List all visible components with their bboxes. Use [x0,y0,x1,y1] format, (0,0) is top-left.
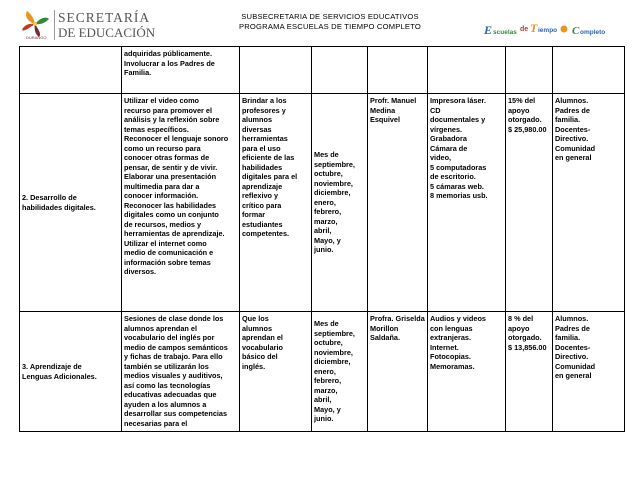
row1-purpose-cell [240,94,312,312]
cell-text-line: Familia. [124,68,152,77]
cell-text-line: Esquivel [370,115,401,124]
row0-purpose-cell [240,47,312,94]
svg-text:de: de [520,26,529,33]
cell-text-line: alumnos [242,115,273,124]
cell-text-line: y fichas de trabajo. Para ello [124,352,223,361]
cell-text-line: conocer otras formas de [124,153,210,162]
document-heading [215,12,445,32]
cell-text-line: Audios y videos [430,314,486,323]
cell-text-line: medios visuales y auditivos, [124,371,223,380]
row0-budget-cell [506,47,553,94]
cell-text-line: formar [242,210,266,219]
table-row [20,94,625,312]
cell-text-line: de recursos, medios y [124,219,202,229]
svg-text:T: T [530,21,538,35]
row2-resources-cell [428,312,506,432]
cell-text-line: en general [555,371,592,380]
cell-text-line: Directivo. [555,134,589,143]
cell-text-line: septiembre, [314,328,355,338]
cell-text-line: noviembre, [314,178,353,188]
row2-objective-cell [20,312,122,432]
logo-divider [54,10,55,40]
logo-durango-text: DURANGO [26,35,47,40]
cell-text-line: marzo, [314,385,338,395]
cell-text-line: extranjeras. [430,333,471,342]
svg-text:iempo: iempo [538,27,558,34]
cell-text-line: eficiente de las [242,153,295,162]
cell-text-line: noviembre, [314,347,353,357]
row2-activities-cell [122,312,240,432]
cell-text-line: 2. Desarrollo de [22,193,77,202]
cell-text-line: digitales para el [242,172,298,181]
cell-text-line: diversas [242,124,272,134]
row0-responsible-cell [368,47,428,94]
cell-text-line: Morillon [370,323,399,333]
cell-text-line: junio. [314,245,334,255]
cell-text-line: Que los [242,314,269,323]
cell-text-line: Docentes- [555,124,591,134]
cell-text-line: habilidades [242,162,283,172]
cell-text-line: Comunidad [555,361,596,371]
cell-text-line: profesores y [242,105,286,115]
cell-text-line: marzo, [314,216,338,226]
cell-text-line: Padres de [555,105,590,115]
cell-text-line: Alumnos. [555,314,589,323]
cell-text-line: otorgado. [508,333,542,342]
row1-objective-cell [20,94,122,312]
cell-text-line: herramientas de aprendizaje. [124,229,225,238]
cell-text-line: Padres de [555,323,590,333]
cell-text-line: CD [430,105,441,115]
cell-text-line: como un recurso para [124,143,201,153]
cell-text-line: enero, [314,366,336,376]
cell-text-line: Directivo. [555,352,589,361]
cell-text-line: abril, [314,226,332,236]
cell-text-line: medio de comunicación e [124,248,214,257]
cell-text-line: documentales y [430,115,486,124]
row1-activities-cell [122,94,240,312]
cell-text-line: diciembre, [314,188,351,198]
cell-text-line: pensar, de sentir y de vivir. [124,162,218,172]
svg-text:C: C [572,25,580,37]
cell-text-line: febrero, [314,207,342,217]
cell-text-line: 8 % del [508,314,534,323]
cell-text-line: Mayo, y [314,235,341,245]
cell-text-line: inglés. [242,361,266,371]
cell-text-line: estudiantes [242,219,283,229]
cell-text-line: octubre, [314,338,343,348]
program-table [19,46,625,432]
cell-text-line: Memoramas. [430,361,475,371]
cell-text-line: Brindar a los [242,96,287,105]
cell-text-line: Mes de [314,150,339,160]
cell-text-line: Grabadora [430,134,467,143]
row1-resources-cell [428,94,506,312]
row0-activities-cell [122,47,240,94]
cell-text-line: Involucrar a los Padres de [124,58,215,68]
cell-text-line: 8 memorias usb. [430,191,488,200]
cell-text-line: Fotocopias. [430,352,471,361]
cell-text-line: apoyo [508,105,530,115]
cell-text-line: octubre, [314,169,343,179]
cell-text-line: Docentes- [555,342,591,352]
cell-text-line: aprendan el [242,333,283,342]
row0-period-cell [312,47,368,94]
cell-text-line: medio de campos semánticos [124,342,228,352]
cell-text-line: Cámara de [430,143,468,153]
cell-text-line: aprendizaje [242,181,283,191]
heading-line-1: SUBSECRETARIA DE SERVICIOS EDUCATIVOS [241,12,419,21]
cell-text-line: diciembre, [314,357,351,367]
cell-text-line: Comunidad [555,143,596,153]
row0-objective-cell [20,47,122,94]
cell-text-line: video, [430,153,452,162]
cell-text-line: Impresora láser. [430,96,486,105]
cell-text-line: $ 25,980.00 [508,124,547,134]
heading-line-2: PROGRAMA ESCUELAS DE TIEMPO COMPLETO [238,22,422,31]
cell-text-line: adquiridas públicamente. [124,49,212,58]
logo-educacion-text: DE EDUCACIÓN [58,25,156,40]
cell-text-line: vírgenes. [430,124,463,134]
cell-text-line: apoyo [508,323,530,333]
table-row [20,47,625,94]
cell-text-line: competentes. [242,229,290,238]
cell-text-line: $ 13,856.00 [508,342,547,352]
logo-secretaria-text: SECRETARÍA [58,10,151,25]
cell-text-line: septiembre, [314,159,355,169]
row2-responsible-cell [368,312,428,432]
cell-text-line: crítico para [242,200,282,210]
cell-text-line: desarrollar sus competencias [124,409,228,418]
cell-text-line: multimedia para dar a [124,181,200,191]
cell-text-line: herramientas [242,134,288,143]
cell-text-line: Alumnos. [555,96,589,105]
page-header [0,0,638,46]
cell-text-line: Saldaña. [370,333,401,342]
cell-text-line: otorgado. [508,115,542,124]
cell-text-line: Utilizar el video como [124,96,200,105]
cell-text-line: así como las tecnologías [124,380,211,390]
cell-text-line: conocer información. [124,191,199,200]
cell-text-line: información sobre temas [124,257,211,267]
svg-text:ompleto: ompleto [580,29,606,36]
svg-text:Escuelas de Tiempo Completo: Escuelas de Tiempo Completo [484,42,498,43]
cell-text-line: febrero, [314,376,342,386]
cell-text-line: Mes de [314,319,339,329]
secretaria-educacion-logo [18,8,168,42]
cell-text-line: enero, [314,197,336,207]
cell-text-line: también se utilizarán los [124,361,209,371]
svg-text:E: E [484,23,493,37]
cell-text-line: 3. Aprendizaje de [22,362,82,371]
escuelas-tiempo-completo-logo [482,20,622,44]
cell-text-line: familia. [555,333,581,342]
cell-text-line: Internet. [430,342,459,352]
cell-text-line: Profra. Griselda [370,314,425,323]
svg-text:scuelas: scuelas [493,29,517,36]
row1-budget-cell [506,94,553,312]
cell-text-line: reflexivo y [242,191,279,200]
row0-resources-cell [428,47,506,94]
cell-text-line: alumnos [242,323,273,333]
cell-text-line: Lenguas Adicionales. [22,371,97,381]
cell-text-line: Medina [370,105,396,115]
row2-beneficiaries-cell [553,312,625,432]
cell-text-line: habilidades digitales. [22,202,96,212]
cell-text-line: Mayo, y [314,404,341,414]
cell-text-line: Reconocer el lenguaje sonoro [124,134,229,143]
cell-text-line: Reconocer las habilidades [124,200,217,210]
cell-text-line: en general [555,153,592,162]
cell-text-line: 5 cámaras web. [430,181,484,191]
cell-text-line: educativas adecuadas que [124,390,217,399]
cell-text-line: necesarias para el [124,418,188,428]
row1-responsible-cell [368,94,428,312]
row1-period-cell [312,94,368,312]
row2-purpose-cell [240,312,312,432]
cell-text-line: 15% del [508,96,536,105]
cell-text-line: 5 computadoras [430,162,487,172]
cell-text-line: Sesiones de clase donde los [124,314,224,323]
row2-budget-cell [506,312,553,432]
cell-text-line: recurso para promover el [124,105,213,115]
cell-text-line: análisis y la reflexión sobre [124,115,220,124]
cell-text-line: alumnos aprendan el [124,323,197,333]
cell-text-line: Utilizar el internet como [124,238,207,248]
cell-text-line: de escritorio. [430,172,476,181]
cell-text-line: abril, [314,395,332,405]
row0-beneficiaries-cell [553,47,625,94]
cell-text-line: familia. [555,115,581,124]
cell-text-line: junio. [314,414,334,424]
row1-beneficiaries-cell [553,94,625,312]
cell-text-line: para el uso [242,143,281,153]
cell-text-line: Profr. Manuel [370,96,417,105]
table-row [20,312,625,432]
cell-text-line: básico del [242,352,278,361]
cell-text-line: digitales como un conjunto [124,210,219,219]
cell-text-line: diversos. [124,267,157,276]
cell-text-line: con lenguas [430,323,473,333]
cell-text-line: Elaborar una presentación [124,172,217,181]
row2-period-cell [312,312,368,432]
cell-text-line: ayuden a los alumnos a [124,399,207,409]
cell-text-line: vocabulario [242,342,283,352]
cell-text-line: temas específicos. [124,124,189,134]
cell-text-line: vocabulario del inglés por [124,333,215,342]
